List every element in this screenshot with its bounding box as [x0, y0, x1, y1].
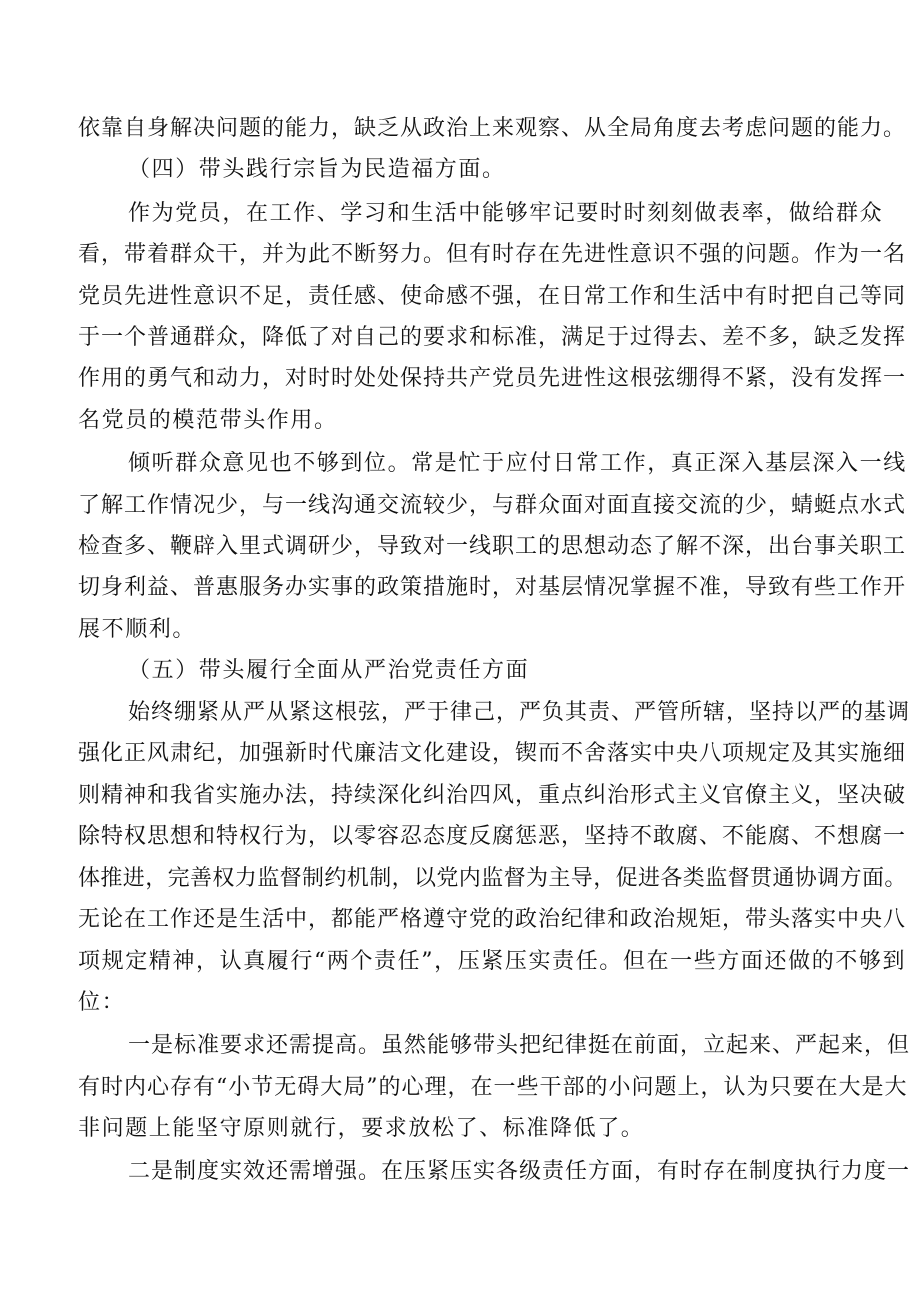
text-line-6: 于一个普通群众，降低了对自己的要求和标准，满足于过得去、差不多，缺乏发挥: [78, 325, 907, 350]
text-line-9: 倾听群众意见也不够到位。常是忙于应付日常工作，真正深入基层深入一线: [128, 451, 907, 476]
text-line-8: 名党员的模范带头作用。: [78, 408, 338, 433]
text-line-16: 强化正风肃纪，加强新时代廉洁文化建设，锲而不舍落实中央八项规定及其实施细: [78, 741, 907, 766]
text-line-5: 党员先进性意识不足，责任感、使命感不强，在日常工作和生活中有时把自己等同: [78, 284, 907, 309]
text-line-11: 检查多、鞭辟入里式调研少，导致对一线职工的思想动态了解不深，出台事关职工: [78, 534, 907, 559]
text-line-19: 体推进，完善权力监督制约机制，以党内监督为主导，促进各类监督贯通协调方面。: [78, 866, 907, 891]
text-line-22: 位：: [78, 990, 126, 1015]
text-line-15: 始终绷紧从严从紧这根弦，严于律己，严负其责、严管所辖，坚持以严的基调: [128, 700, 911, 725]
text-line-10: 了解工作情况少，与一线沟通交流较少，与群众面对面直接交流的少，蜻蜓点水式: [78, 493, 907, 518]
section-heading-5: （五）带头履行全面从严治党责任方面: [128, 658, 530, 683]
text-line-7: 作用的勇气和动力，对时时处处保持共产党员先进性这根弦绷得不紧，没有发挥一: [78, 366, 907, 391]
text-line-24: 有时内心存有“小节无碍大局”的心理，在一些干部的小问题上，认为只要在大是大: [78, 1075, 908, 1100]
text-line-3: 作为党员，在工作、学习和生活中能够牢记要时时刻刻做表率，做给群众: [128, 201, 884, 226]
text-line-20: 无论在工作还是生活中，都能严格遵守党的政治纪律和政治规矩，带头落实中央八: [78, 907, 907, 932]
text-line-1: 依靠自身解决问题的能力，缺乏从政治上来观察、从全局角度去考虑问题的能力。: [78, 116, 907, 141]
text-line-26: 二是制度实效还需增强。在压紧压实各级责任方面，有时存在制度执行力度一: [128, 1159, 911, 1184]
text-line-12: 切身利益、普惠服务办实事的政策措施时，对基层情况掌握不准，导致有些工作开: [78, 575, 907, 600]
text-line-13: 展不顺利。: [78, 617, 197, 642]
text-line-4: 看，带着群众干，并为此不断努力。但有时存在先进性意识不强的问题。作为一名: [78, 242, 907, 267]
text-line-21: 项规定精神，认真履行“两个责任”，压紧压实责任。但在一些方面还做的不够到: [78, 949, 907, 974]
text-line-17: 则精神和我省实施办法，持续深化纠治四风，重点纠治形式主义官僚主义，坚决破: [78, 783, 907, 808]
text-line-25: 非问题上能坚守原则就行，要求放松了、标准降低了。: [78, 1116, 645, 1141]
text-line-23: 一是标准要求还需提高。虽然能够带头把纪律挺在前面，立起来、严起来，但: [128, 1033, 911, 1058]
section-heading-4: （四）带头践行宗旨为民造福方面。: [128, 157, 506, 182]
text-line-18: 除特权思想和特权行为，以零容忍态度反腐惩恶，坚持不敢腐、不能腐、不想腐一: [78, 824, 907, 849]
